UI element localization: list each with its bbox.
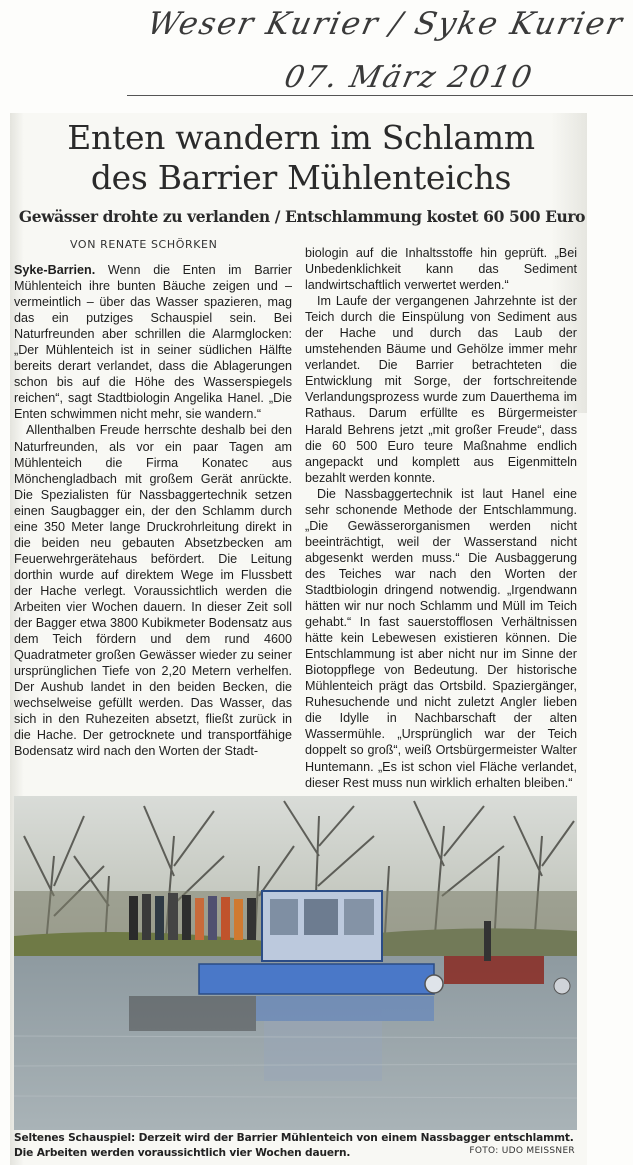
paragraph: Allenthalben Freude herrschte deshalb bei den Naturfreunden, als vor ein paar Tagen am Mühlenteich die Firma Konatec aus Mönchengladbach mit großem Gerät anrückte. Die Spezialisten für Nassbaggertechnik setzen einen Saugbagger ein, der den Schlamm durch eine 350 Meter lange Druckrohrleitung direkt in die beiden neu gebauten Absetzbecken am Feuerwehrgerätehaus befördert. Die Leitung dorthin wurde auf direktem Wege im Flussbett der Hache verlegt. Voraussichtlich werden die Arbeiten vier Wochen dauern. In dieser Zeit soll der Bagger etwa 3800 Kubikmeter Bodensatz aus dem Teich fördern und dem rund 4600 Quadratmeter großen Gewässer wieder zu seiner ursprünglichen Tiefe von 2,20 Metern verhelfen. Der Aushub landet in den beiden Becken, die wechselweise gefüllt werden. Das Wasser, das sich in den Ruhezeiten absetzt, fließt zurück in die Hache. Der getrocknete und transportfähige Bodensatz wird nach den Worten der Stadt- <box>14 423 292 759</box>
cabin-window <box>270 899 298 935</box>
pipe-float <box>554 978 570 994</box>
byline: VON RENATE SCHÖRKEN <box>70 238 218 251</box>
dateline: Syke-Barrien. <box>14 263 96 277</box>
hull <box>199 964 434 994</box>
float-buoy <box>425 975 443 993</box>
paragraph-text: Wenn die Enten im Barrier Mühlenteich ihre bunten Bäuche zeigen und – vermeintlich – über das Wasser spazieren, mag das ein putziges Schauspiel sein. Bei Naturfreunden aber schrillen die Alarmglocken: „Der Mühlenteich ist in seiner südlichen Hälfte bereits derart verlandet, dass die Ablagerungen schon bis auf die Höhe des Wasserspiegels reichen“, sagt Stadtbiologin Angelika Hanel. „Die Enten schwimmen nicht mehr, sie wandern.“ <box>14 263 292 422</box>
pump-unit <box>444 956 544 984</box>
headline-line-2: des Barrier Mühlenteichs <box>90 158 512 197</box>
photo-credit: FOTO: UDO MEISSNER <box>469 1146 575 1156</box>
article-column-1 <box>14 262 292 798</box>
news-photo-dredger <box>14 796 577 1130</box>
article-column-2 <box>305 245 577 790</box>
caption-line-2: Die Arbeiten werden voraussichtlich vier Wochen dauern. <box>14 1147 351 1159</box>
paragraph: biologin auf die Inhaltsstoffe hin geprüft. „Bei Unbedenklichkeit kann das Sediment landwirtschaftlich verwertet werden.“ <box>305 246 577 293</box>
paragraph <box>14 262 292 422</box>
subheadline: Gewässer drohte zu verlanden / Entschlammung kostet 60 500 Euro <box>18 207 586 226</box>
headline-line-1: Enten wandern im Schlamm <box>67 118 535 157</box>
mast <box>484 921 491 961</box>
caption-line-1: Seltenes Schauspiel: Derzeit wird der Barrier Mühlenteich von einem Nassbagger entschlammt. <box>14 1132 574 1144</box>
handwritten-source-note: Weser Kurier / Syke Kurier <box>144 6 628 42</box>
cabin-window <box>304 899 338 935</box>
cabin-window <box>344 899 374 935</box>
dredger-pond-illustration <box>14 796 577 1130</box>
paragraph: Im Laufe der vergangenen Jahrzehnte ist der Teich durch die Einspülung von Sediment aus der Hache und durch das Laub der umstehenden Bäume und Gehölze immer mehr verlandet. Die Barrier betrachteten die Entwicklung mit Sorge, der fortschreitende Verlandungsprozess wurde zum Dauerthema im Rathaus. Darum erfüllte es Bürgermeister Harald Behrens jetzt „mit großer Freude“, dass die 60 500 Euro teure Maßnahme endlich angepackt und komplett aus Eigenmitteln bezahlt werden konnte. <box>305 294 577 485</box>
headline <box>16 118 586 198</box>
handwritten-date-note: 07. März 2010 <box>281 60 537 95</box>
handwritten-underline <box>127 95 633 96</box>
paragraph: Die Nassbaggertechnik ist laut Hanel eine sehr schonende Methode der Entschlammung. „Die Gewässerorganismen werden nicht beeinträchtigt, weil der Wasserstand nicht abgesenkt werden muss.“ Die Ausbaggerung des Teiches war nach den Worten der Stadtbiologin dringend notwendig. „Irgendwann hätten wir nur noch Schlamm und Müll im Teich gehabt.“ In fast sauerstofflosen Verhältnissen hätte kein Lebewesen existieren können. Die Entschlammung ist aber nicht nur im Sinne der Biotoppflege von Bedeutung. Der historische Mühlenteich prägt das Ortsbild. Spaziergänger, Ruhesuchende und nicht zuletzt Angler lieben die Idylle in Nachbarschaft der alten Wassermühle. „Ursprünglich war der Teich doppelt so groß“, weiß Ortsbürgermeister Walter Huntemann. „Es ist schon viel Fläche verlandet, dieser Rest muss nun wirklich erhalten bleiben.“ <box>305 486 577 790</box>
